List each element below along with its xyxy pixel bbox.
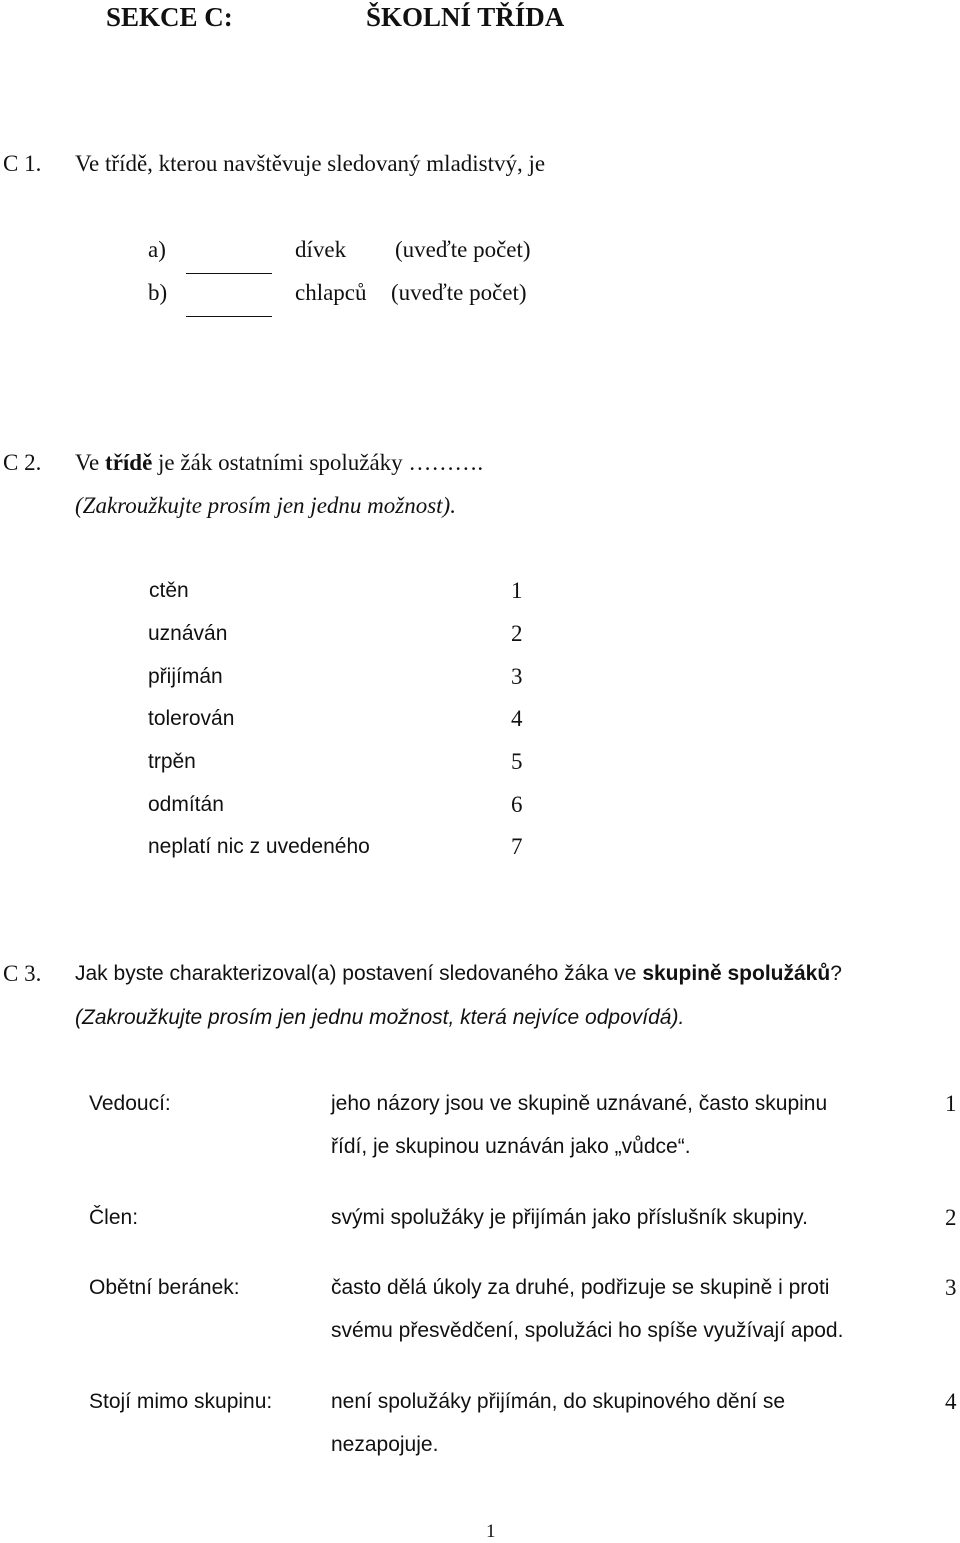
item-letter-a: a) <box>148 237 166 262</box>
role-description: není spolužáky přijímán, do skupinového dění se <box>331 1390 786 1413</box>
question-text-c3 <box>75 962 842 986</box>
option-label[interactable]: neplatí nic z uvedeného <box>148 835 370 858</box>
option-code[interactable]: 3 <box>945 1275 957 1300</box>
role-label-leader: Vedoucí: <box>89 1092 171 1115</box>
blank-field-a[interactable] <box>186 261 272 279</box>
item-letter-b: b) <box>148 280 168 305</box>
item-hint-a: (uveďte počet) <box>395 237 531 262</box>
question-text-c3-bold: skupině spolužáků <box>642 962 831 985</box>
role-description: jeho názory jsou ve skupině uznávané, často skupinu <box>331 1092 828 1115</box>
option-code[interactable]: 3 <box>511 664 523 689</box>
option-label[interactable]: ctěn <box>149 579 189 602</box>
option-label[interactable]: trpěn <box>148 750 196 773</box>
option-label[interactable]: tolerován <box>148 707 235 730</box>
option-code[interactable]: 4 <box>945 1389 957 1414</box>
option-label[interactable]: odmítán <box>148 793 224 816</box>
option-code[interactable]: 5 <box>511 749 523 774</box>
instruction-c2: (Zakroužkujte prosím jen jednu možnost). <box>75 493 456 518</box>
section-label: SEKCE C: <box>106 2 233 32</box>
role-description: nezapojuje. <box>331 1433 439 1456</box>
item-hint-b: (uveďte počet) <box>391 280 527 305</box>
page-number: 1 <box>486 1521 496 1542</box>
option-code[interactable]: 4 <box>511 706 523 731</box>
option-label[interactable]: přijímán <box>148 665 223 688</box>
option-code[interactable]: 2 <box>511 621 523 646</box>
question-text-c2-post: je žák ostatními spolužáky ………. <box>152 450 484 475</box>
section-title: ŠKOLNÍ TŘÍDA <box>366 2 565 32</box>
blank-field-b[interactable] <box>186 304 272 322</box>
question-text-c1: Ve třídě, kterou navštěvuje sledovaný mladistvý, je <box>75 151 546 176</box>
option-label[interactable]: uznáván <box>148 622 228 645</box>
role-description: svému přesvědčení, spolužáci ho spíše využívají apod. <box>331 1319 844 1342</box>
item-label-girls: dívek <box>295 237 347 262</box>
question-number-c2: C 2. <box>3 450 42 475</box>
item-label-boys: chlapců <box>295 280 367 305</box>
role-description: řídí, je skupinou uznáván jako „vůdce“. <box>331 1135 691 1158</box>
role-label-outsider: Stojí mimo skupinu: <box>89 1390 273 1413</box>
role-description: svými spolužáky je přijímán jako příslušník skupiny. <box>331 1206 808 1229</box>
question-text-c2-pre: Ve <box>75 450 106 475</box>
role-label-member: Člen: <box>89 1206 139 1229</box>
role-label-scapegoat: Obětní beránek: <box>89 1276 240 1299</box>
option-code[interactable]: 1 <box>511 578 523 603</box>
option-code[interactable]: 7 <box>511 834 523 859</box>
question-text-c2 <box>75 450 483 476</box>
option-code[interactable]: 1 <box>945 1091 957 1116</box>
role-description: často dělá úkoly za druhé, podřizuje se skupině i proti <box>331 1276 830 1299</box>
instruction-c3: (Zakroužkujte prosím jen jednu možnost, která nejvíce odpovídá). <box>75 1006 685 1029</box>
question-text-c3-post: ? <box>830 962 842 985</box>
option-code[interactable]: 6 <box>511 792 523 817</box>
question-text-c2-bold: třídě <box>105 450 153 475</box>
question-number-c3: C 3. <box>3 961 42 986</box>
question-text-c3-pre: Jak byste charakterizoval(a) postavení sledovaného žáka ve <box>75 962 643 985</box>
question-number-c1: C 1. <box>3 151 42 176</box>
option-code[interactable]: 2 <box>945 1205 957 1230</box>
